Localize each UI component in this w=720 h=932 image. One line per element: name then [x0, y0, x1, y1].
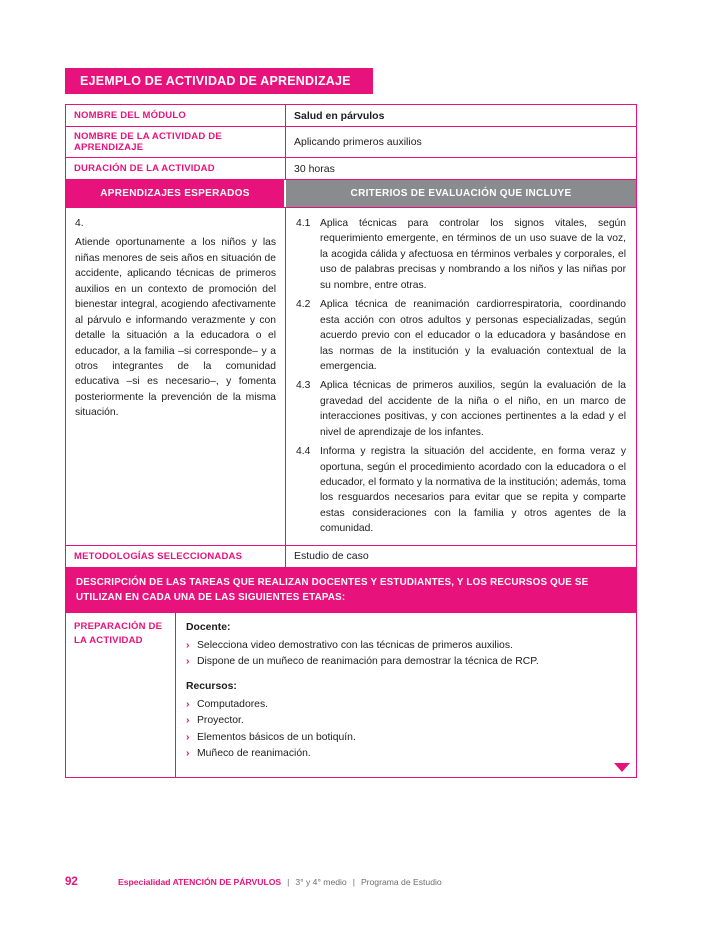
learning-text: Atiende oportunamente a los niños y las niñas menores de seis años en situación de accidente, aplicando técnicas de primeros auxilios en un contexto de promoción del bienestar integral, acogiendo afectivamente al párvulo e informando verazmente y con detalle la situación a la educadora o el educador, a la familia –si corresponde– y a otros integrantes de la comunidad educativa –si es necesario–, y fomenta posteriormente la prevención de la misma situación. [75, 237, 276, 419]
chevron-bullet-icon: › [186, 748, 190, 760]
list-item-text: Muñeco de reanimación. [197, 748, 311, 760]
duration-row [66, 158, 636, 180]
list-item-text: Computadores. [197, 698, 269, 710]
teacher-heading: Docente: [186, 622, 231, 634]
list-item [186, 713, 626, 729]
evaluation-criteria-header: CRITERIOS DE EVALUACIÓN QUE INCLUYE [286, 180, 636, 207]
chevron-bullet-icon: › [186, 731, 190, 743]
list-item-text: Dispone de un muñeco de reanimación para demostrar la técnica de RCP. [197, 656, 539, 668]
list-item [186, 697, 626, 713]
continuation-triangle-icon [614, 763, 630, 772]
module-name-row [66, 105, 636, 127]
footer-program: Programa de Estudio [360, 877, 442, 887]
criterion-number: 4.1 [296, 218, 311, 229]
activity-table [65, 104, 637, 778]
module-name-value: Salud en párvulos [294, 109, 385, 122]
footer-specialty: Especialidad ATENCIÓN DE PÁRVULOS [118, 877, 282, 887]
footer-separator: | [287, 877, 290, 887]
activity-name-value: Aplicando primeros auxilios [294, 136, 422, 148]
list-item [186, 654, 626, 670]
criterion-number: 4.4 [296, 446, 311, 458]
list-item [186, 746, 626, 762]
activity-example-banner [65, 68, 373, 94]
chevron-bullet-icon: › [186, 656, 190, 668]
activity-name-row [66, 127, 636, 158]
footer-grade: 3° y 4° medio [295, 877, 347, 887]
list-item [186, 730, 626, 746]
criterion-text: Aplica técnica de reanimación cardiorrespiratoria, coordinando esta acción con otros adultos y personas especializadas, según acuerdo previo con el educador o la educadora y basándose en las normas de la institución y la evaluación contextual de la emergencia. [320, 299, 626, 372]
tasks-description-banner: DESCRIPCIÓN DE LAS TAREAS QUE REALIZAN DOCENTES Y ESTUDIANTES, Y LOS RECURSOS QUE SE UTILIZAN EN CADA UNA DE LAS SIGUIENTES ETAPAS: [66, 568, 636, 612]
criterion-number: 4.3 [296, 380, 311, 392]
chevron-bullet-icon: › [186, 698, 190, 710]
criterion-number: 4.2 [296, 299, 311, 311]
criterion-text: Aplica técnicas de primeros auxilios, según la evaluación de la gravedad del accidente de la niña o el niño, en un marco de interacciones positivas, y con acciones pertinentes a la edad y el nivel de aprendizaje de los infantes. [320, 380, 626, 438]
module-name-label: NOMBRE DEL MÓDULO [66, 105, 286, 126]
preparation-content [176, 613, 636, 777]
preparation-row [66, 613, 636, 777]
description-banner-row [66, 568, 636, 613]
list-item-text: Elementos básicos de un botiquín. [197, 731, 356, 743]
expected-learnings-header: APRENDIZAJES ESPERADOS [66, 180, 286, 207]
duration-value: 30 horas [294, 162, 335, 175]
criterion-text: Informa y registra la situación del accidente, en forma veraz y oportuna, según el procedimiento acordado con la educadora o el educador, el formato y la normativa de la institución; además, toma los resguardos necesarios para evitar que se repita y comparte estas consideraciones con la familia y otros agentes de la comunidad. [320, 446, 626, 535]
page-footer [65, 876, 442, 888]
criteria-cell [286, 208, 636, 545]
page-number: 92 [65, 876, 78, 888]
activity-name-label: NOMBRE DE LA ACTIVIDAD DE APRENDIZAJE [66, 127, 286, 157]
list-item [186, 638, 626, 654]
footer-separator: | [352, 877, 355, 887]
expected-learning-cell [66, 208, 286, 545]
banner-title: EJEMPLO DE ACTIVIDAD DE APRENDIZAJE [80, 74, 351, 88]
column-headers-row [66, 180, 636, 208]
resources-heading: Recursos: [186, 680, 237, 692]
chevron-bullet-icon: › [186, 715, 190, 727]
criterion-item [296, 444, 626, 537]
list-item-text: Proyector. [197, 715, 244, 727]
duration-label: DURACIÓN DE LA ACTIVIDAD [66, 158, 286, 179]
criterion-item [296, 216, 626, 293]
criterion-item [296, 297, 626, 374]
methodologies-row [66, 546, 636, 568]
methodologies-label: METODOLOGÍAS SELECCIONADAS [66, 546, 286, 567]
list-item-text: Selecciona video demostrativo con las técnicas de primeros auxilios. [197, 639, 513, 651]
learning-criteria-row [66, 208, 636, 546]
chevron-bullet-icon: › [186, 639, 190, 651]
criterion-item [296, 378, 626, 440]
learning-number: 4. [75, 218, 84, 229]
preparation-label: PREPARACIÓN DE LA ACTIVIDAD [66, 613, 176, 777]
criterion-text: Aplica técnicas para controlar los signos vitales, según requerimiento emergente, en términos de un uso suave de la voz, la acogida cálida y afectuosa en términos verbales y corporales, el uso de palabras precisas y nombrando a los niños y las niñas por su nombre, entre otras. [320, 218, 626, 291]
methodologies-value: Estudio de caso [294, 550, 369, 563]
